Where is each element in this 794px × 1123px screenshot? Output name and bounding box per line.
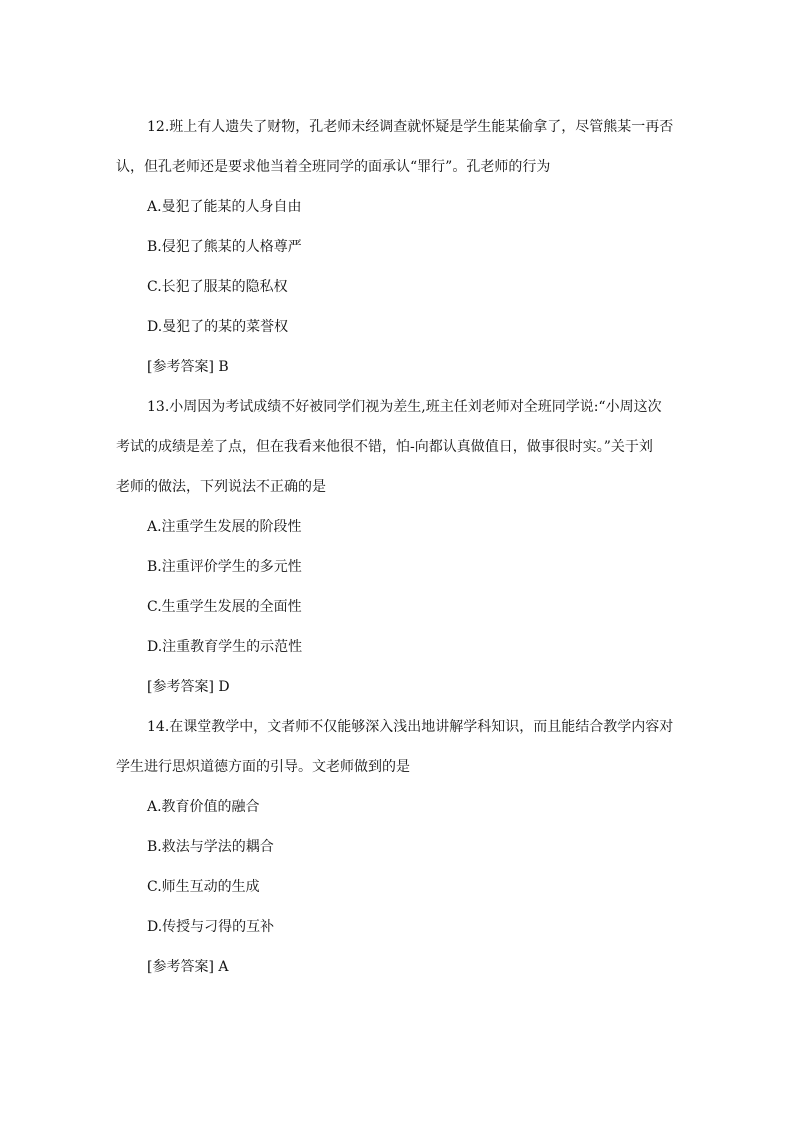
question-14-stem-line-2: 学生进行思炽道德方面的引导。文老师做到的是 — [116, 759, 410, 775]
question-12-stem-line-2: 认，但孔老师还是要求他当着全班同学的面承认“罪行”。孔老师的行为 — [116, 159, 551, 175]
question-14-option-c: C.师生互动的生成 — [147, 879, 260, 895]
question-13-option-a: A.注重学生发展的阶段性 — [147, 519, 302, 535]
question-13-option-d: D.注重教育学生的示范性 — [147, 639, 303, 655]
question-13-answer: [参考答案] D — [147, 679, 230, 695]
question-14-option-a: A.教育价值的融合 — [147, 799, 260, 815]
question-13-option-c: C.生重学生发展的全面性 — [147, 599, 302, 615]
question-12-answer: [参考答案] B — [147, 359, 229, 375]
question-14-option-d: D.传授与刁得的互补 — [147, 919, 275, 935]
question-13-stem-line-3: 老师的做法，下列说法不正确的是 — [116, 479, 326, 495]
question-14-option-b: B.救法与学法的耦合 — [147, 839, 274, 855]
question-12-option-d: D.曼犯了的某的菜誉权 — [147, 319, 289, 335]
question-14-answer: [参考答案] A — [147, 959, 229, 975]
question-13-stem-line-2: 考试的成绩是差了点，但在我看来他很不错，怕-向都认真做值日，做事很时实。”关于刘 — [116, 439, 653, 455]
question-12-option-b: B.侵犯了熊某的人格尊严 — [147, 239, 302, 255]
question-12-stem-line-1: 12.班上有人遗失了财物，孔老师未经调查就怀疑是学生能某偷拿了，尽管熊某一再否 — [147, 119, 674, 135]
question-13-option-b: B.注重评价学生的多元性 — [147, 559, 302, 575]
question-14-stem-line-1: 14.在课堂教学中，文者师不仅能够深入浅出地讲解学科知识，而且能结合教学内容对 — [147, 719, 674, 735]
question-12-option-a: A.曼犯了能某的人身自由 — [147, 199, 302, 215]
question-12-option-c: C.长犯了服某的隐私权 — [147, 279, 288, 295]
question-13-stem-line-1: 13.小周因为考试成绩不好被同学们视为差生,班主任刘老师对全班同学说:“小周这次 — [147, 399, 662, 415]
